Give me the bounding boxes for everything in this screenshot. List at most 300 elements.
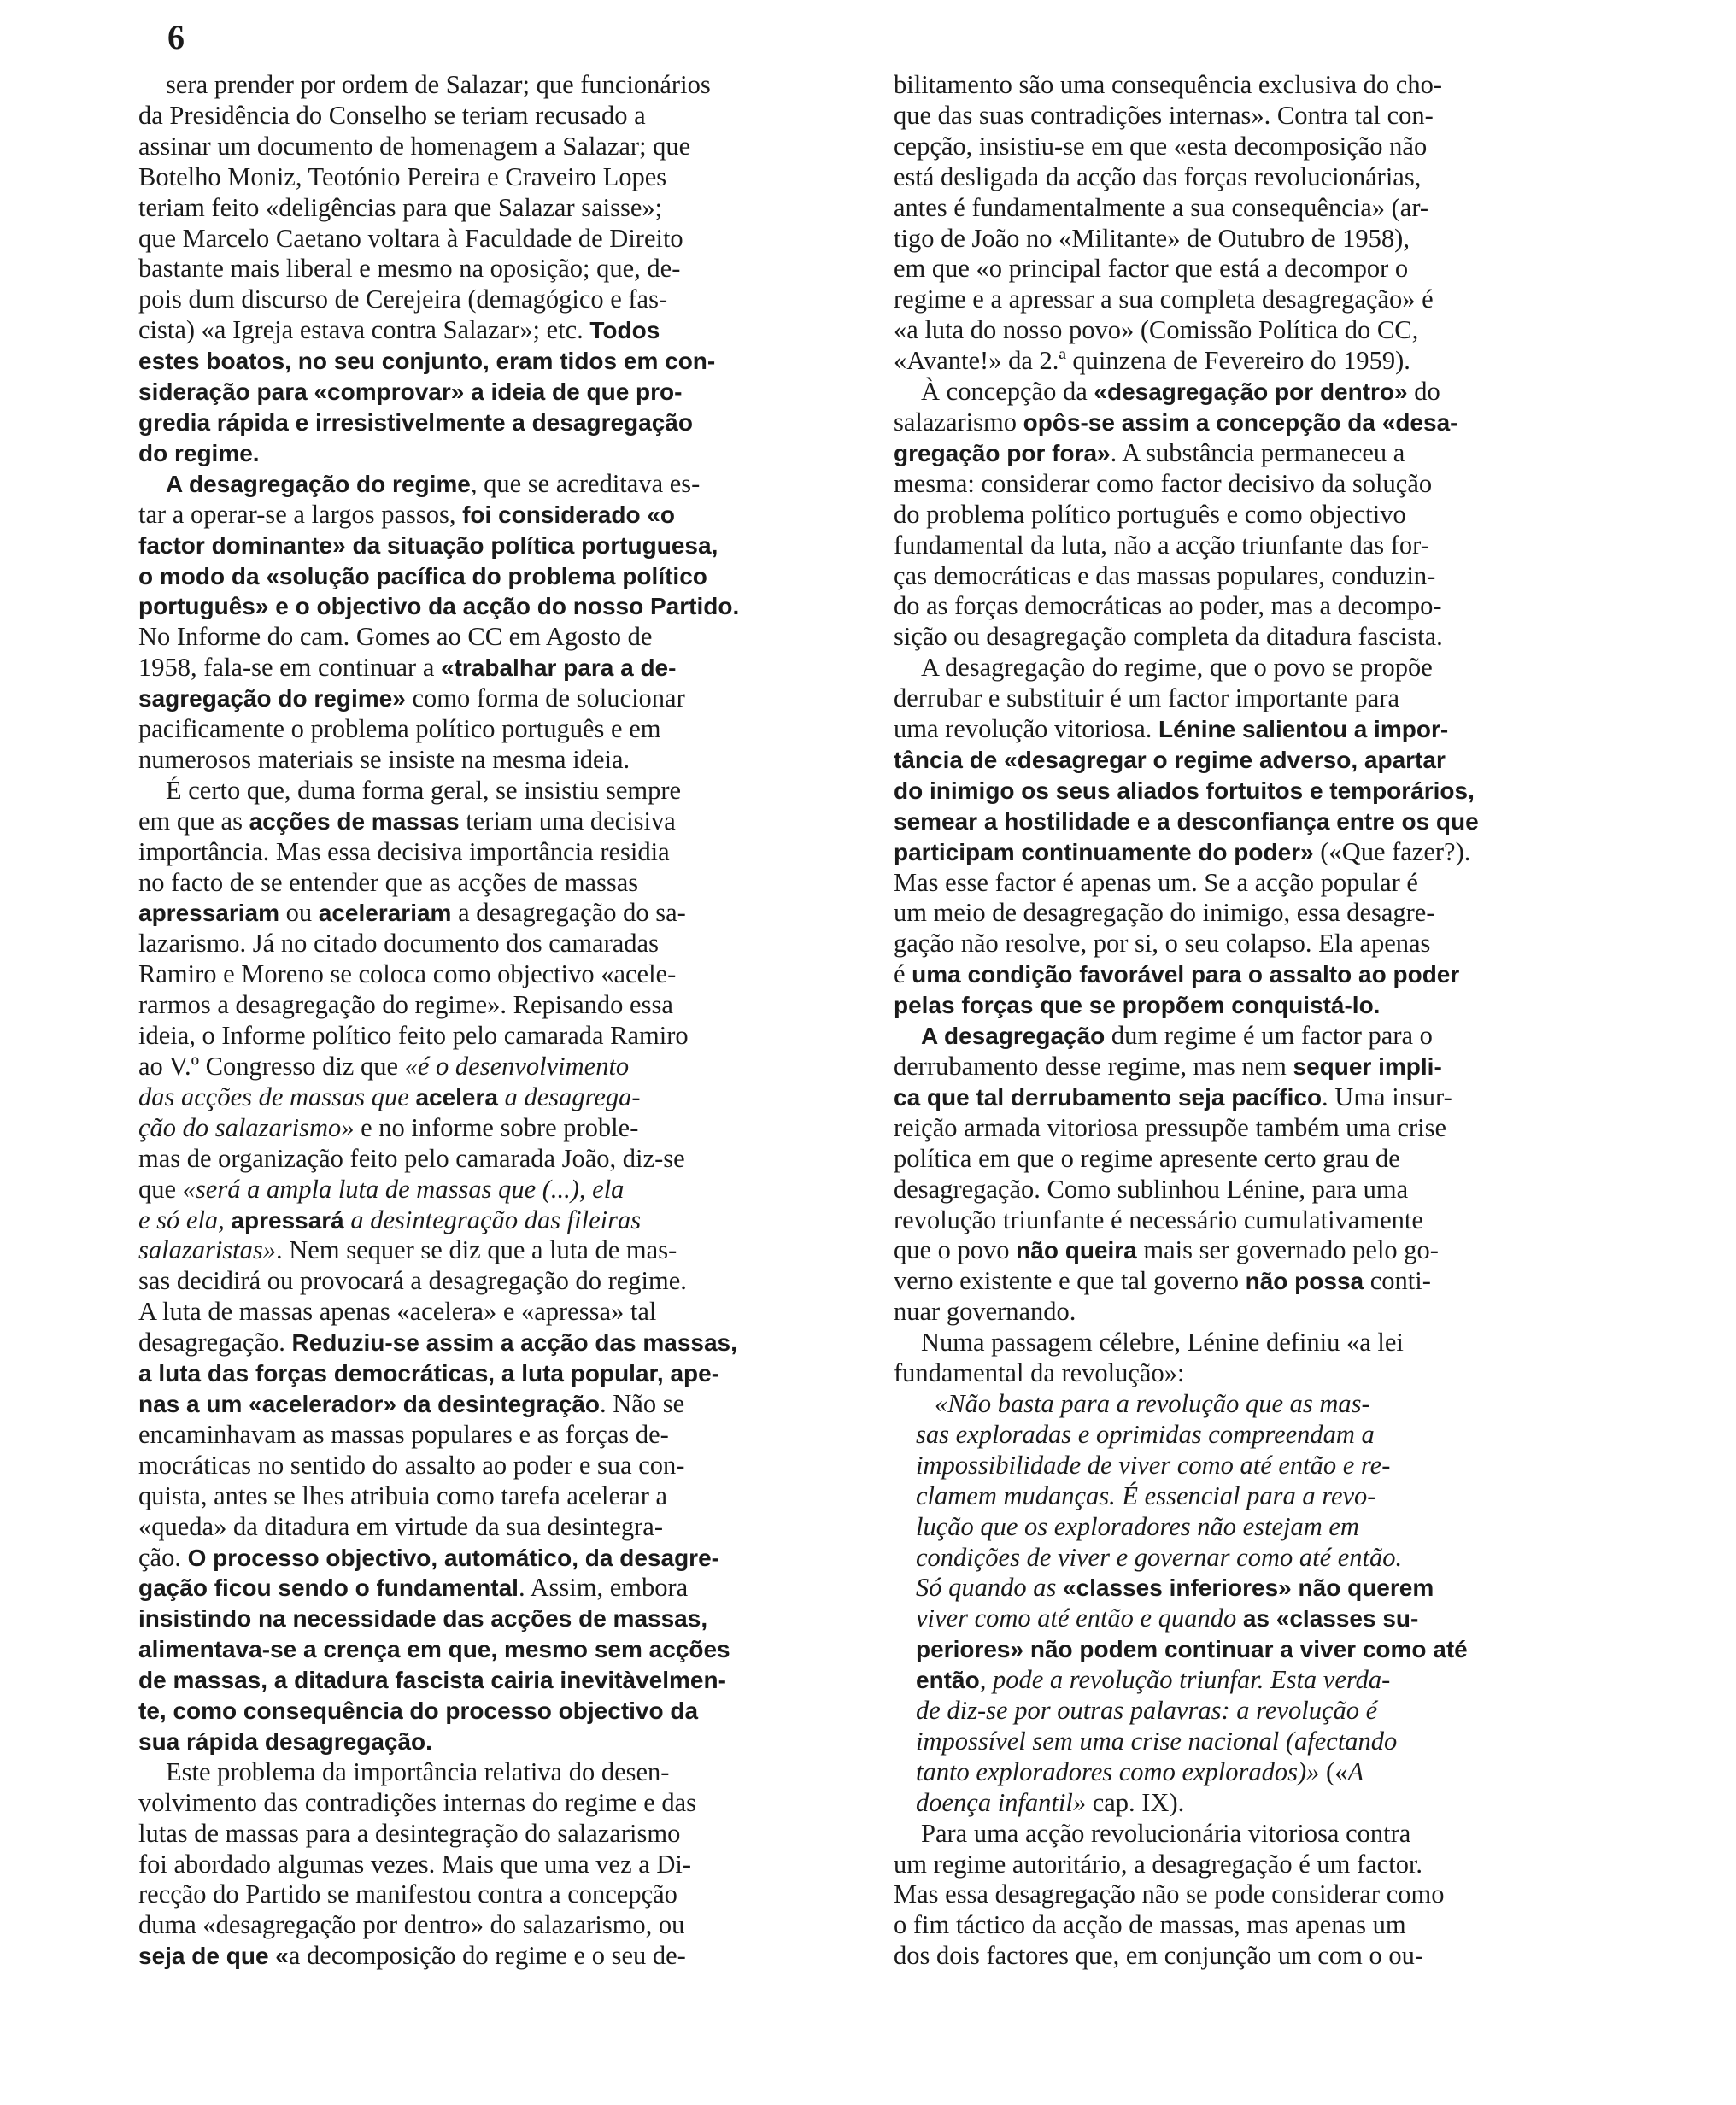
text-run: te, como consequência do processo objectivo da xyxy=(138,1697,699,1725)
text-line xyxy=(894,1266,1611,1297)
text-line xyxy=(894,315,1611,346)
text-run: bastante mais liberal e mesmo na oposição; que, de- xyxy=(138,254,681,284)
text-run: Mas essa desagregação não se pode considerar como xyxy=(894,1879,1445,1909)
text-run: do regime. xyxy=(138,439,260,466)
text-run: antes é fundamentalmente a sua consequência» (ar- xyxy=(894,192,1429,222)
text-line xyxy=(894,1052,1611,1082)
paragraph xyxy=(894,70,1611,377)
text-line xyxy=(138,990,856,1021)
text-run: insistindo na necessidade das acções de massas, xyxy=(138,1605,708,1633)
text-run: em que «o principal factor que está a decompor o xyxy=(894,254,1409,284)
text-run: «é o desenvolvimento xyxy=(404,1052,630,1081)
text-line xyxy=(138,1235,856,1266)
text-run: das acções de massas que xyxy=(138,1082,416,1111)
text-line xyxy=(894,1235,1611,1266)
text-run: periores» não podem continuar a viver como até xyxy=(916,1636,1468,1663)
paragraph xyxy=(138,1757,856,1972)
text-run: ca que tal derrubamento seja pacífico xyxy=(894,1083,1323,1111)
text-run: teriam uma decisiva xyxy=(459,806,676,836)
paragraph xyxy=(138,469,856,776)
text-run: apressará xyxy=(231,1206,344,1234)
text-run: volvimento das contradições internas do regime e das xyxy=(138,1787,697,1817)
text-run: acções de massas xyxy=(249,807,460,835)
text-run: política em que o regime apresente certo grau de xyxy=(894,1143,1400,1173)
text-run: (« xyxy=(1326,1756,1348,1786)
text-run: então xyxy=(916,1667,980,1694)
text-line xyxy=(138,776,856,806)
text-run: que Marcelo Caetano voltara à Faculdade de Direito xyxy=(138,223,683,253)
text-run: sas exploradas e oprimidas compreendam a xyxy=(916,1419,1375,1449)
text-run: o fim táctico da acção de massas, mas apenas um xyxy=(894,1910,1406,1940)
text-run: lutas de massas para a desintegração do salazarismo xyxy=(138,1818,681,1848)
text-run: participam continuamente do poder» xyxy=(894,838,1314,865)
paragraph xyxy=(138,776,856,1757)
text-run: verno existente e que tal governo xyxy=(894,1266,1246,1296)
text-line xyxy=(894,929,1611,959)
text-line xyxy=(138,714,856,745)
text-line xyxy=(138,70,856,101)
text-line xyxy=(916,1573,1611,1604)
text-run: em que as xyxy=(138,806,249,836)
text-run: desagregação. xyxy=(138,1328,292,1357)
text-run: as «classes su- xyxy=(1242,1605,1419,1633)
text-line xyxy=(138,1052,856,1082)
text-run: salazarismo xyxy=(894,407,1023,437)
text-run: sideração para «comprovar» a ideia de que pro- xyxy=(138,378,683,406)
text-line xyxy=(894,346,1611,377)
text-run: tanto exploradores como explorados)» xyxy=(916,1756,1327,1786)
text-line xyxy=(916,1634,1611,1665)
left-column xyxy=(138,70,856,1972)
text-line xyxy=(894,714,1611,745)
text-line xyxy=(894,1879,1611,1910)
text-line xyxy=(138,408,856,438)
text-run: «será a ampla luta de massas que (...), ela xyxy=(182,1174,625,1204)
text-run: apressariam xyxy=(138,900,280,927)
text-run: ção. xyxy=(138,1542,188,1572)
text-line xyxy=(894,224,1611,255)
paragraph xyxy=(894,1328,1611,1389)
text-run: Mas esse factor é apenas um. Se a acção popular é xyxy=(894,867,1418,897)
text-line xyxy=(138,1910,856,1941)
text-line xyxy=(138,622,856,653)
text-run: que das suas contradições internas». Contra tal con- xyxy=(894,100,1434,130)
text-run: pacificamente o problema político português e em xyxy=(138,714,661,744)
text-run: gação não resolve, por si, o seu colapso. Ela apenas xyxy=(894,929,1431,959)
text-run: do inimigo os seus aliados fortuitos e temporários, xyxy=(894,777,1475,804)
text-line xyxy=(894,1021,1611,1052)
text-line xyxy=(894,469,1611,500)
text-run: dum regime é um factor para o xyxy=(1105,1021,1433,1051)
text-line xyxy=(894,868,1611,899)
text-run: não possa xyxy=(1245,1268,1364,1295)
block-quote xyxy=(894,1389,1611,1819)
text-run: nuar governando. xyxy=(894,1297,1076,1327)
text-line xyxy=(138,561,856,592)
text-line xyxy=(916,1389,1611,1420)
text-run: acelera xyxy=(415,1083,498,1111)
text-run: («Que fazer?). xyxy=(1313,836,1471,866)
text-run: lução que os exploradores não estejam em xyxy=(916,1511,1359,1541)
paragraph xyxy=(894,1819,1611,1973)
text-run: o modo da «solução pacífica do problema político xyxy=(138,562,707,589)
text-line xyxy=(916,1451,1611,1481)
text-run: No Informe do cam. Gomes ao CC em Agosto de xyxy=(138,622,653,652)
text-run: Lénine salientou a impor- xyxy=(1158,716,1449,743)
text-line xyxy=(138,1144,856,1175)
text-run: A xyxy=(1347,1756,1364,1786)
text-run: desagregação. Como sublinhou Lénine, para uma xyxy=(894,1174,1409,1204)
text-line xyxy=(138,1850,856,1880)
text-line xyxy=(894,776,1611,806)
text-line xyxy=(894,1297,1611,1328)
text-line xyxy=(138,1266,856,1297)
text-line xyxy=(138,1451,856,1481)
text-run: 1958, fala-se em continuar a xyxy=(138,653,441,683)
text-run: Reduziu-se assim a acção das massas, xyxy=(291,1329,737,1357)
text-run: sição ou desagregação completa da ditadura fascista. xyxy=(894,622,1443,652)
text-line xyxy=(916,1788,1611,1819)
text-run: tância de «desagregar o regime adverso, apartar xyxy=(894,746,1446,773)
text-run: teriam feito «deligências para que Salazar saisse»; xyxy=(138,192,663,222)
text-line xyxy=(916,1665,1611,1696)
text-run: está desligada da acção das forças revolucionárias, xyxy=(894,161,1422,191)
text-run: a desagrega- xyxy=(497,1082,641,1111)
text-run: um meio de desagregação do inimigo, essa desagre- xyxy=(894,898,1435,928)
text-line xyxy=(916,1757,1611,1788)
text-run: . Nem sequer se diz que a luta de mas- xyxy=(276,1235,677,1265)
text-run: tar a operar-se a largos passos, xyxy=(138,499,463,529)
text-run: e no informe sobre proble- xyxy=(354,1112,639,1142)
text-run: foi considerado «o xyxy=(462,501,676,528)
text-line xyxy=(138,806,856,837)
text-line xyxy=(894,745,1611,776)
text-line xyxy=(138,1727,856,1757)
text-line xyxy=(894,898,1611,929)
text-line xyxy=(138,315,856,346)
text-line xyxy=(138,101,856,132)
text-run: clamem mudanças. É essencial para a revo- xyxy=(916,1481,1376,1510)
text-run: duma «desagregação por dentro» do salazarismo, ou xyxy=(138,1910,685,1940)
text-line xyxy=(894,653,1611,683)
text-run: pelas forças que se propõem conquistá-lo. xyxy=(894,992,1381,1019)
text-run: salazaristas» xyxy=(138,1235,277,1265)
text-line xyxy=(138,1297,856,1328)
text-run: A desagregação do regime, que o povo se propõe xyxy=(921,653,1433,683)
text-line xyxy=(138,1481,856,1512)
right-column xyxy=(894,70,1611,1972)
text-line xyxy=(138,929,856,959)
text-line xyxy=(138,837,856,868)
text-line xyxy=(894,1175,1611,1205)
page-number: 6 xyxy=(167,18,185,56)
text-line xyxy=(138,1941,856,1972)
text-run: bilitamento são uma consequência exclusiva do cho- xyxy=(894,70,1442,99)
text-run: nas a um «acelerador» da desintegração xyxy=(138,1390,601,1417)
text-line xyxy=(916,1481,1611,1512)
text-line xyxy=(894,1819,1611,1850)
text-run: sera prender por ordem de Salazar; que funcionários xyxy=(166,70,711,99)
text-line xyxy=(916,1420,1611,1451)
text-run: do problema político português e como objectivo xyxy=(894,499,1406,529)
text-run: . Assim, embora xyxy=(518,1573,689,1603)
text-run: é xyxy=(894,959,912,989)
text-run: À concepção da xyxy=(921,377,1094,407)
text-line xyxy=(894,1941,1611,1972)
text-run: de diz-se por outras palavras: a revolução é xyxy=(916,1696,1378,1726)
text-line xyxy=(894,990,1611,1021)
text-run: a decomposição do regime e o seu de- xyxy=(288,1941,686,1971)
text-run: . Não se xyxy=(600,1388,685,1418)
text-line xyxy=(916,1512,1611,1543)
text-run: cista) «a Igreja estava contra Salazar»; etc. xyxy=(138,315,590,345)
text-run: gredia rápida e irresistivelmente a desagregação xyxy=(138,408,693,436)
paragraph xyxy=(894,1021,1611,1328)
text-run: português» e o objectivo da acção do nosso Partido. xyxy=(138,593,740,620)
text-run: mais ser governado pelo go- xyxy=(1136,1235,1439,1265)
text-line xyxy=(138,1665,856,1696)
text-line xyxy=(894,959,1611,990)
text-line xyxy=(138,1543,856,1574)
text-line xyxy=(894,254,1611,284)
text-run: que xyxy=(138,1174,183,1204)
text-run: «trabalhar para a de- xyxy=(441,654,677,682)
text-line xyxy=(138,868,856,899)
text-run: impossibilidade de viver como até então e re- xyxy=(916,1450,1391,1480)
text-line xyxy=(138,377,856,408)
text-run: impossível sem uma crise nacional (afectando xyxy=(916,1726,1398,1756)
text-run: A luta de massas apenas «acelera» e «apressa» tal xyxy=(138,1297,657,1327)
text-line xyxy=(138,1634,856,1665)
text-run: sua rápida desagregação. xyxy=(138,1727,432,1755)
text-line xyxy=(916,1727,1611,1757)
text-run: derrubamento desse regime, mas nem xyxy=(894,1052,1293,1081)
text-line xyxy=(138,683,856,714)
text-run: acelerariam xyxy=(318,900,452,927)
text-run: condições de viver e governar como até então. xyxy=(916,1542,1403,1572)
text-run: A desagregação xyxy=(921,1023,1106,1050)
text-line xyxy=(894,1850,1611,1880)
text-line xyxy=(894,1144,1611,1175)
text-line xyxy=(894,284,1611,315)
text-run: factor dominante» da situação política portuguesa, xyxy=(138,531,718,559)
text-line xyxy=(138,1175,856,1205)
text-run: importância. Mas essa decisiva importância residia xyxy=(138,836,670,866)
text-line xyxy=(138,1389,856,1420)
text-run: rarmos a desagregação do regime». Repisando essa xyxy=(138,990,673,1020)
text-line xyxy=(894,1205,1611,1236)
text-line xyxy=(894,622,1611,653)
paragraph xyxy=(894,653,1611,1021)
text-run: ao V.º Congresso diz que xyxy=(138,1052,405,1081)
text-run: «classes inferiores» xyxy=(1063,1574,1292,1602)
text-line xyxy=(138,132,856,162)
paragraph xyxy=(138,70,856,469)
text-line xyxy=(894,438,1611,469)
text-line xyxy=(894,162,1611,193)
text-run: do as forças democráticas ao poder, mas a decompo- xyxy=(894,591,1442,621)
text-run: não queira xyxy=(1016,1237,1137,1264)
text-run: sagregação do regime» xyxy=(138,685,406,712)
text-line xyxy=(138,254,856,284)
text-run: «Avante!» da 2.ª quinzena de Fevereiro do 1959). xyxy=(894,346,1410,376)
text-run: Este problema da importância relativa do desen- xyxy=(166,1756,670,1786)
text-run: mesma: considerar como factor decisivo da solução xyxy=(894,468,1433,498)
text-line xyxy=(894,837,1611,868)
text-run: «desagregação por dentro» xyxy=(1094,378,1408,406)
text-run: opôs-se assim a concepção da «desa- xyxy=(1023,408,1458,436)
text-run: «Não basta para a revolução que as mas- xyxy=(935,1388,1370,1418)
text-run: fundamental da revolução»: xyxy=(894,1358,1185,1388)
text-run: alimentava-se a crença em que, mesmo sem acções xyxy=(138,1636,730,1663)
text-line xyxy=(138,284,856,315)
text-line xyxy=(138,1788,856,1819)
text-line xyxy=(138,1696,856,1727)
text-line xyxy=(138,959,856,990)
text-run: mocráticas no sentido do assalto ao poder e sua con- xyxy=(138,1450,685,1480)
text-run: uma revolução vitoriosa. xyxy=(894,714,1158,744)
text-run: lazarismo. Já no citado documento dos camaradas xyxy=(138,929,659,959)
text-run: recção do Partido se manifestou contra a concepção xyxy=(138,1879,677,1909)
text-line xyxy=(138,1512,856,1543)
text-run: , que se acreditava es- xyxy=(470,468,701,498)
text-line xyxy=(894,683,1611,714)
text-run: Numa passagem célebre, Lénine definiu «a lei xyxy=(921,1328,1404,1357)
text-line xyxy=(138,1082,856,1113)
text-run: ou xyxy=(279,898,319,928)
text-run: pois dum discurso de Cerejeira (demagógico e fas- xyxy=(138,284,668,314)
text-line xyxy=(138,193,856,224)
text-run: do xyxy=(1407,377,1440,407)
text-line xyxy=(894,1910,1611,1941)
text-line xyxy=(894,591,1611,622)
text-run: cap. IX). xyxy=(1092,1787,1185,1817)
text-run: a luta das forças democráticas, a luta popular, ape- xyxy=(138,1360,720,1387)
text-run: Só quando as xyxy=(916,1573,1063,1603)
text-run: quista, antes se lhes atribuia como tarefa acelerar a xyxy=(138,1481,668,1510)
text-line xyxy=(894,1328,1611,1358)
text-run: de massas, a ditadura fascista cairia inevitàvelmen- xyxy=(138,1667,726,1694)
text-line xyxy=(894,561,1611,592)
text-line xyxy=(138,1205,856,1236)
text-line xyxy=(894,806,1611,837)
text-line xyxy=(916,1604,1611,1634)
text-run: regime e a apressar a sua completa desagregação» é xyxy=(894,284,1434,314)
text-line xyxy=(138,438,856,469)
text-line xyxy=(138,224,856,255)
text-run: ção do salazarismo» xyxy=(138,1112,355,1142)
text-run: revolução triunfante é necessário cumulativamente xyxy=(894,1205,1423,1234)
text-run: não querem xyxy=(1291,1574,1434,1602)
text-run: A desagregação do regime xyxy=(166,470,471,497)
text-line xyxy=(138,745,856,776)
text-run: ideia, o Informe político feito pelo camarada Ramiro xyxy=(138,1021,689,1051)
text-line xyxy=(138,469,856,500)
text-run: e só ela, xyxy=(138,1205,232,1234)
text-run: gação ficou sendo o fundamental xyxy=(138,1574,519,1602)
text-run: assinar um documento de homenagem a Salazar; que xyxy=(138,131,691,161)
text-line xyxy=(138,1757,856,1788)
text-line xyxy=(894,531,1611,561)
text-run: «a luta do nosso povo» (Comissão Política do CC, xyxy=(894,315,1419,345)
text-line xyxy=(138,1358,856,1389)
text-run: «queda» da ditadura em virtude da sua desintegra- xyxy=(138,1511,664,1541)
text-run: Botelho Moniz, Teotónio Pereira e Craveiro Lopes xyxy=(138,161,667,191)
text-run: uma condição favorável para o assalto ao poder xyxy=(912,961,1460,988)
text-line xyxy=(894,1082,1611,1113)
text-line xyxy=(138,162,856,193)
text-run: dos dois factores que, em conjunção um com o ou- xyxy=(894,1941,1424,1971)
text-line xyxy=(138,1113,856,1144)
text-line xyxy=(138,531,856,561)
text-run: reição armada vitoriosa pressupõe também uma crise xyxy=(894,1112,1447,1142)
text-run: tigo de João no «Militante» de Outubro de 1958), xyxy=(894,223,1410,253)
text-run: estes boatos, no seu conjunto, eram tidos em con- xyxy=(138,348,716,375)
paragraph xyxy=(894,377,1611,653)
text-run: Todos xyxy=(589,317,660,344)
text-line xyxy=(916,1696,1611,1727)
text-run: doença infantil» xyxy=(916,1787,1093,1817)
text-line xyxy=(138,1819,856,1850)
text-run: conti- xyxy=(1364,1266,1431,1296)
text-run: sequer impli- xyxy=(1293,1053,1442,1080)
text-run: , pode a revolução triunfar. Esta verda- xyxy=(979,1665,1391,1695)
text-run: no facto de se entender que as acções de massas xyxy=(138,867,639,897)
text-run: . Uma insur- xyxy=(1322,1082,1452,1111)
text-line xyxy=(138,500,856,531)
text-run: a desintegração das fileiras xyxy=(343,1205,642,1234)
text-line xyxy=(138,1328,856,1358)
text-line xyxy=(138,1573,856,1604)
text-run: . A substância permaneceu a xyxy=(1110,437,1405,467)
text-run: numerosos materiais se insiste na mesma ideia. xyxy=(138,744,630,774)
text-run: mas de organização feito pelo camarada João, diz-se xyxy=(138,1143,685,1173)
text-run: fundamental da luta, não a acção triunfante das for- xyxy=(894,530,1429,560)
text-run: gregação por fora» xyxy=(894,439,1111,466)
text-run: semear a hostilidade e a desconfiança entre os que xyxy=(894,807,1479,835)
text-line xyxy=(894,132,1611,162)
text-run: É certo que, duma forma geral, se insistiu sempre xyxy=(166,775,682,805)
text-run: ças democráticas e das massas populares, conduzin- xyxy=(894,560,1436,590)
text-run: Para uma acção revolucionária vitoriosa contra xyxy=(921,1818,1411,1848)
text-line xyxy=(138,1604,856,1634)
text-run: a desagregação do sa- xyxy=(451,898,686,928)
text-run: O processo objectivo, automático, da desagre- xyxy=(187,1544,719,1571)
text-line xyxy=(894,70,1611,101)
text-line xyxy=(138,346,856,377)
text-run: encaminhavam as massas populares e as forças de- xyxy=(138,1419,669,1449)
text-line xyxy=(894,1358,1611,1389)
text-run: viver como até então e quando xyxy=(916,1604,1243,1633)
text-line xyxy=(138,1021,856,1052)
text-line xyxy=(894,377,1611,408)
text-line xyxy=(138,653,856,683)
text-line xyxy=(138,1879,856,1910)
text-line xyxy=(894,500,1611,531)
text-run: sas decidirá ou provocará a desagregação do regime. xyxy=(138,1266,687,1296)
text-run: como forma de solucionar xyxy=(405,683,685,713)
text-run: seja de que « xyxy=(138,1943,289,1970)
text-run: derrubar e substituir é um factor importante para xyxy=(894,683,1399,713)
text-run: da Presidência do Conselho se teriam recusado a xyxy=(138,100,646,130)
text-line xyxy=(138,898,856,929)
text-line xyxy=(138,1420,856,1451)
text-run: que o povo xyxy=(894,1235,1017,1265)
text-line xyxy=(138,591,856,622)
text-line xyxy=(894,101,1611,132)
text-run: Ramiro e Moreno se coloca como objectivo «acele- xyxy=(138,959,677,989)
text-run: cepção, insistiu-se em que «esta decomposição não xyxy=(894,131,1428,161)
